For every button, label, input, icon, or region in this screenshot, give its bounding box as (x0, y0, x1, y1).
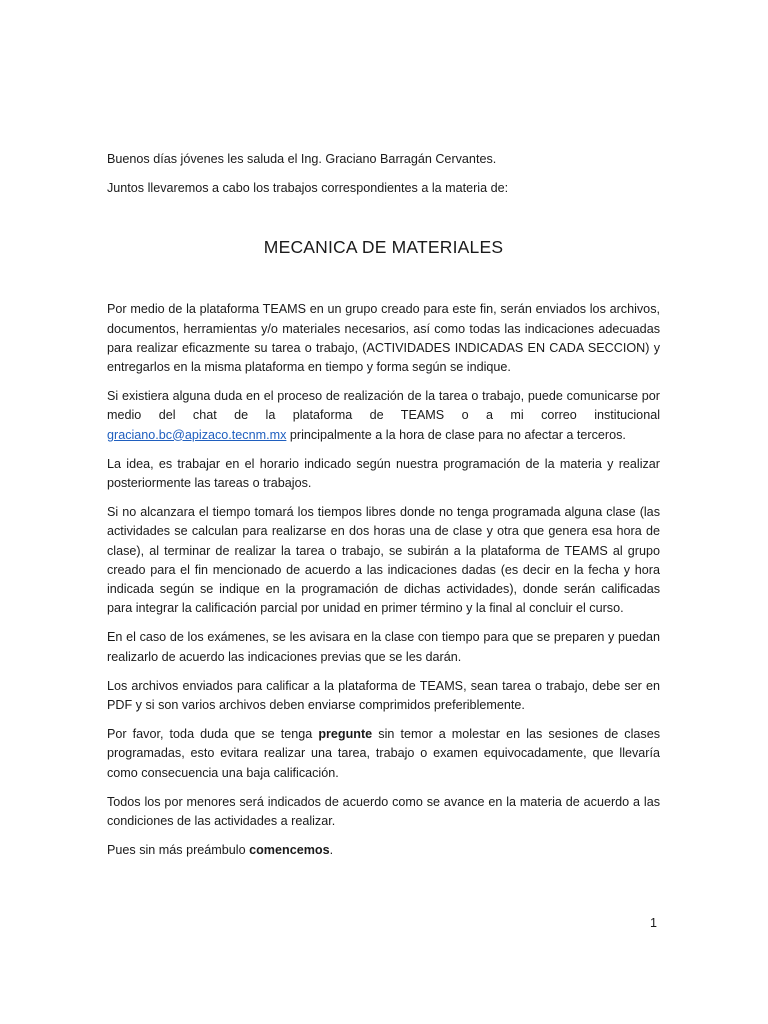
document-title: MECANICA DE MATERIALES (263, 237, 504, 258)
contact-text-after: principalmente a la hora de clase para no afectar a terceros. (286, 427, 626, 442)
document-body (107, 150, 660, 870)
contact-text-before: Si existiera alguna duda en el proceso de realización de la tarea o trabajo, puede comunicarse por medio del chat de la plataforma de TEAMS o a mi correo institucional (107, 389, 660, 423)
paragraph-pdf-files: Los archivos enviados para calificar a la plataforma de TEAMS, sean tarea o trabajo, debe ser en PDF y si son varios archivos deben enviarse comprimidos preferiblemente. (107, 678, 660, 713)
paragraph-contact (107, 387, 660, 445)
paragraph-exams: En el caso de los exámenes, se les avisara en la clase con tiempo para que se preparen y puedan realizarlo de acuerdo las indicaciones previas que se les darán. (107, 630, 660, 664)
paragraph-closing (107, 841, 660, 860)
paragraph-teams-platform: Por medio de la plataforma TEAMS en un grupo creado para este fin, serán enviados los archivos, documentos, herramientas y/o materiales necesarios, así como todas las indicaciones adecuadas para realizar eficazmente su tarea o trabajo, (ACTIVIDADES INDICADAS EN CADA SECCION) y entregarlos en la misma plataforma en tiempo y forma según se indique. (107, 302, 660, 375)
greeting-paragraph: Buenos días jóvenes les saluda el Ing. Graciano Barragán Cervantes. (107, 152, 497, 166)
paragraph-free-time: Si no alcanzara el tiempo tomará los tiempos libres donde no tenga programada alguna clase (las actividades se calculan para realizarse en dos horas una de clase y otra que genera esa hora de clase), al terminar de realizar la tarea o trabajo, se subirán a la plataforma de TEAMS al grupo creado para el fin mencionado de acuerdo a las indicaciones dadas (es decir en la fecha y hora indicada según se indique en la programación de dichas actividades), donde serán calificadas para integrar la calificación parcial por unidad en primer término y la final al concluir el curso. (107, 505, 660, 616)
paragraph-details: Todos los por menores será indicados de acuerdo como se avance en la materia de acuerdo a las condiciones de las actividades a realizar. (107, 794, 660, 829)
paragraph-questions (107, 725, 660, 783)
questions-text-before: Por favor, toda duda que se tenga (107, 727, 319, 742)
closing-text-after: . (329, 843, 334, 858)
paragraph-schedule: La idea, es trabajar en el horario indicado según nuestra programación de la materia y realizar posteriormente las tareas o trabajos. (107, 456, 660, 491)
email-link[interactable]: graciano.bc@apizaco.tecnm.mx (107, 427, 287, 442)
intro-paragraph: Juntos llevaremos a cabo los trabajos correspondientes a la materia de: (107, 181, 509, 196)
questions-text-after: sin temor a molestar en las sesiones de clases programadas, esto evitara realizar una tarea, trabajo o examen equivocadamente, que llevaría como consecuencia una baja calificación. (107, 727, 660, 780)
closing-bold-word: comencemos (249, 843, 330, 858)
questions-bold-word: pregunte (318, 727, 373, 742)
page-number: 1 (650, 916, 658, 930)
closing-text-before: Pues sin más preámbulo (107, 843, 250, 858)
